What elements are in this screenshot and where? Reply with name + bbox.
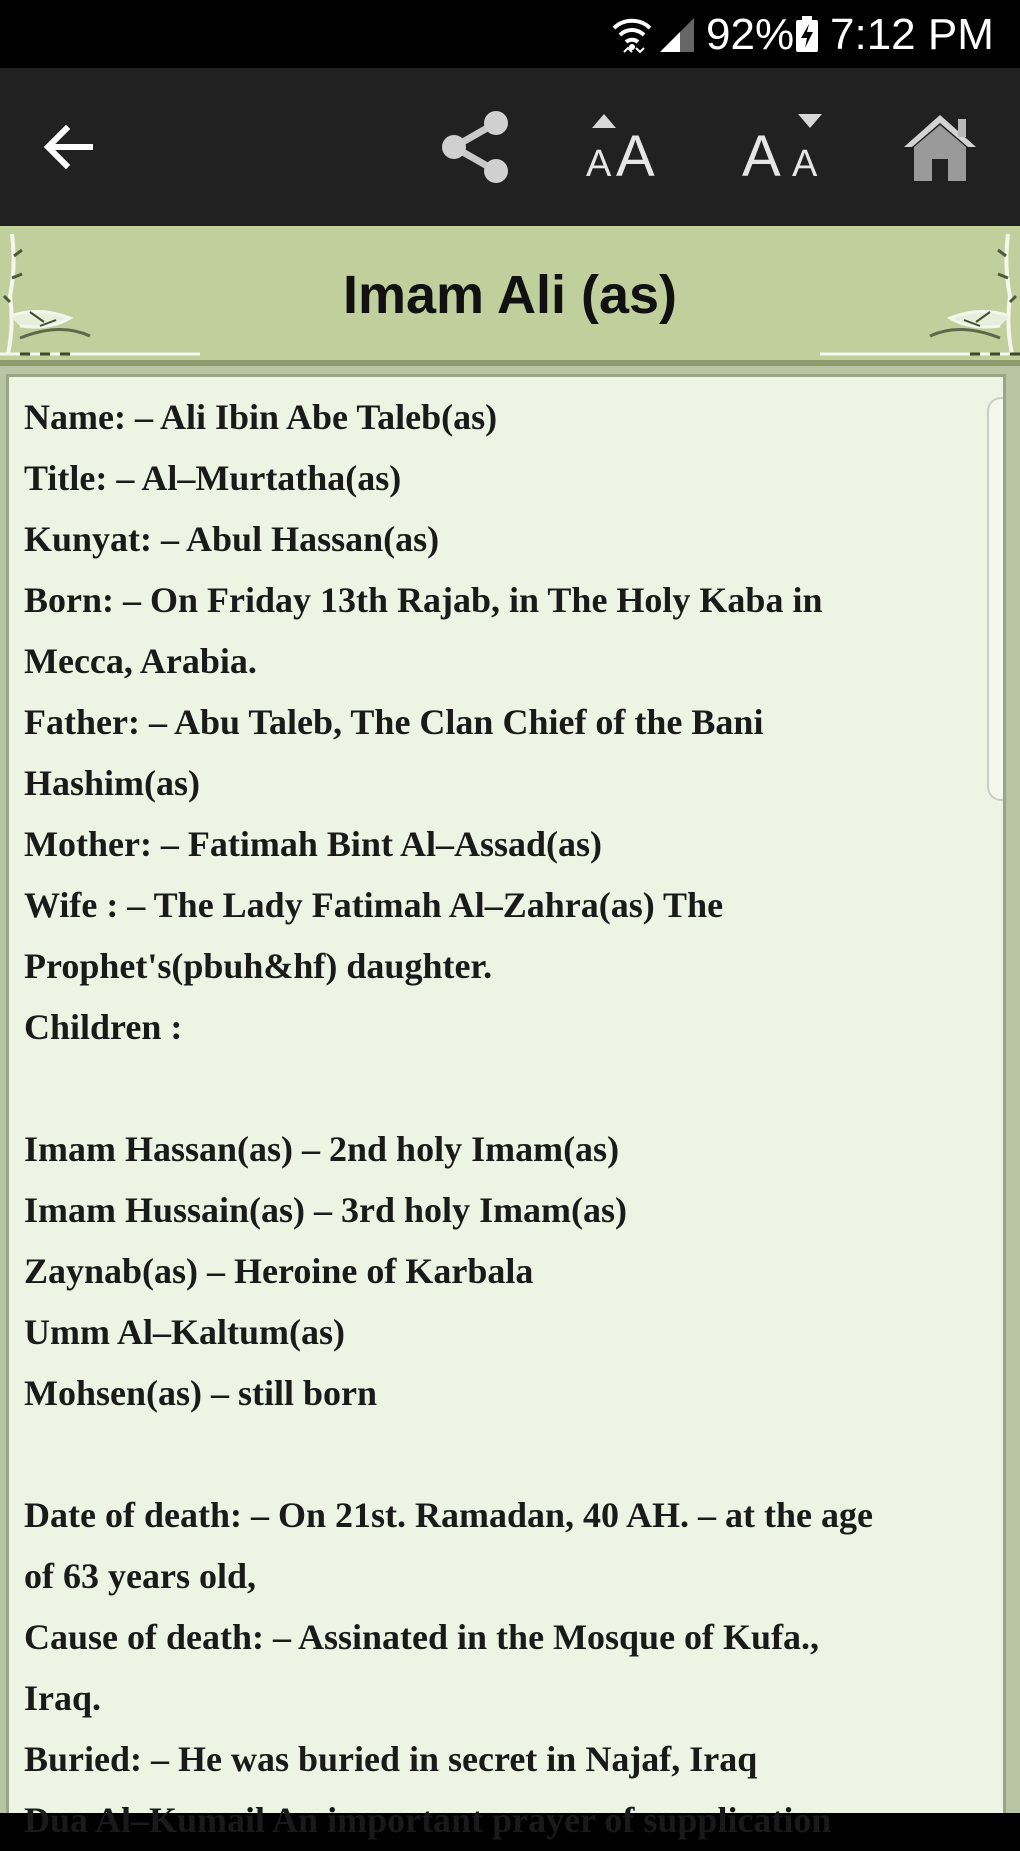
text-line: Kunyat: – Abul Hassan(as) bbox=[24, 519, 440, 559]
home-icon bbox=[900, 111, 980, 183]
status-bar bbox=[0, 0, 1020, 68]
floral-ornament-icon bbox=[820, 226, 1020, 360]
blank-line bbox=[24, 1424, 1004, 1485]
signal-icon bbox=[658, 16, 696, 54]
home-button[interactable] bbox=[890, 68, 990, 226]
text-line: Zaynab(as) – Heroine of Karbala bbox=[24, 1251, 534, 1291]
text-line: Born: – On Friday 13th Rajab, in The Holy Kaba in bbox=[24, 580, 823, 620]
svg-text:A: A bbox=[742, 124, 781, 189]
text-line: Name: – Ali Ibin Abe Taleb(as) bbox=[24, 397, 498, 437]
share-button[interactable] bbox=[426, 68, 526, 226]
text-line: Title: – Al–Murtatha(as) bbox=[24, 458, 402, 498]
battery-percent: 92% bbox=[706, 10, 795, 59]
wifi-icon bbox=[610, 12, 654, 56]
biography-content[interactable] bbox=[6, 374, 1006, 1840]
status-time: 7:12 PM bbox=[830, 10, 994, 59]
text-line: Umm Al–Kaltum(as) bbox=[24, 1312, 345, 1352]
scroll-indicator[interactable] bbox=[987, 397, 1003, 801]
battery-charging-icon bbox=[796, 16, 818, 52]
svg-text:A: A bbox=[586, 143, 612, 185]
blank-line bbox=[24, 1058, 1004, 1119]
text-line: of 63 years old, bbox=[24, 1556, 256, 1596]
text-line: Iraq. bbox=[24, 1678, 102, 1718]
toolbar bbox=[0, 68, 1020, 226]
text-line: Buried: – He was buried in secret in Najaf, Iraq bbox=[24, 1739, 758, 1779]
title-banner bbox=[0, 226, 1020, 366]
text-line: Mother: – Fatimah Bint Al–Assad(as) bbox=[24, 824, 602, 864]
page-title: Imam Ali (as) bbox=[342, 265, 678, 325]
biography-lines bbox=[24, 387, 1004, 1851]
text-line: Cause of death: – Assinated in the Mosque of Kufa., bbox=[24, 1617, 820, 1657]
text-line: Hashim(as) bbox=[24, 763, 201, 803]
text-line: Prophet's(pbuh&hf) daughter. bbox=[24, 946, 493, 986]
text-line: Mohsen(as) – still born bbox=[24, 1373, 378, 1413]
back-button[interactable] bbox=[20, 68, 116, 226]
text-line: Date of death: – On 21st. Ramadan, 40 AH. – at the age bbox=[24, 1495, 873, 1535]
arrow-left-icon bbox=[40, 119, 96, 175]
font-decrease-button[interactable] bbox=[730, 68, 840, 226]
svg-text:A: A bbox=[792, 143, 818, 185]
text-line: Dua Al–Kumail An important prayer of supplication bbox=[24, 1800, 832, 1840]
text-line: Wife : – The Lady Fatimah Al–Zahra(as) The bbox=[24, 885, 724, 925]
text-line: Children : bbox=[24, 1007, 183, 1047]
svg-text:A: A bbox=[616, 124, 655, 189]
text-line: Mecca, Arabia. bbox=[24, 641, 257, 681]
font-decrease-icon bbox=[742, 112, 828, 189]
text-line: Imam Hussain(as) – 3rd holy Imam(as) bbox=[24, 1190, 628, 1230]
content-frame bbox=[0, 366, 1020, 1840]
text-line: Imam Hassan(as) – 2nd holy Imam(as) bbox=[24, 1129, 620, 1169]
text-line: Father: – Abu Taleb, The Clan Chief of the Bani bbox=[24, 702, 764, 742]
font-increase-button[interactable] bbox=[572, 68, 682, 226]
font-increase-icon bbox=[584, 112, 670, 189]
share-icon bbox=[438, 109, 514, 185]
